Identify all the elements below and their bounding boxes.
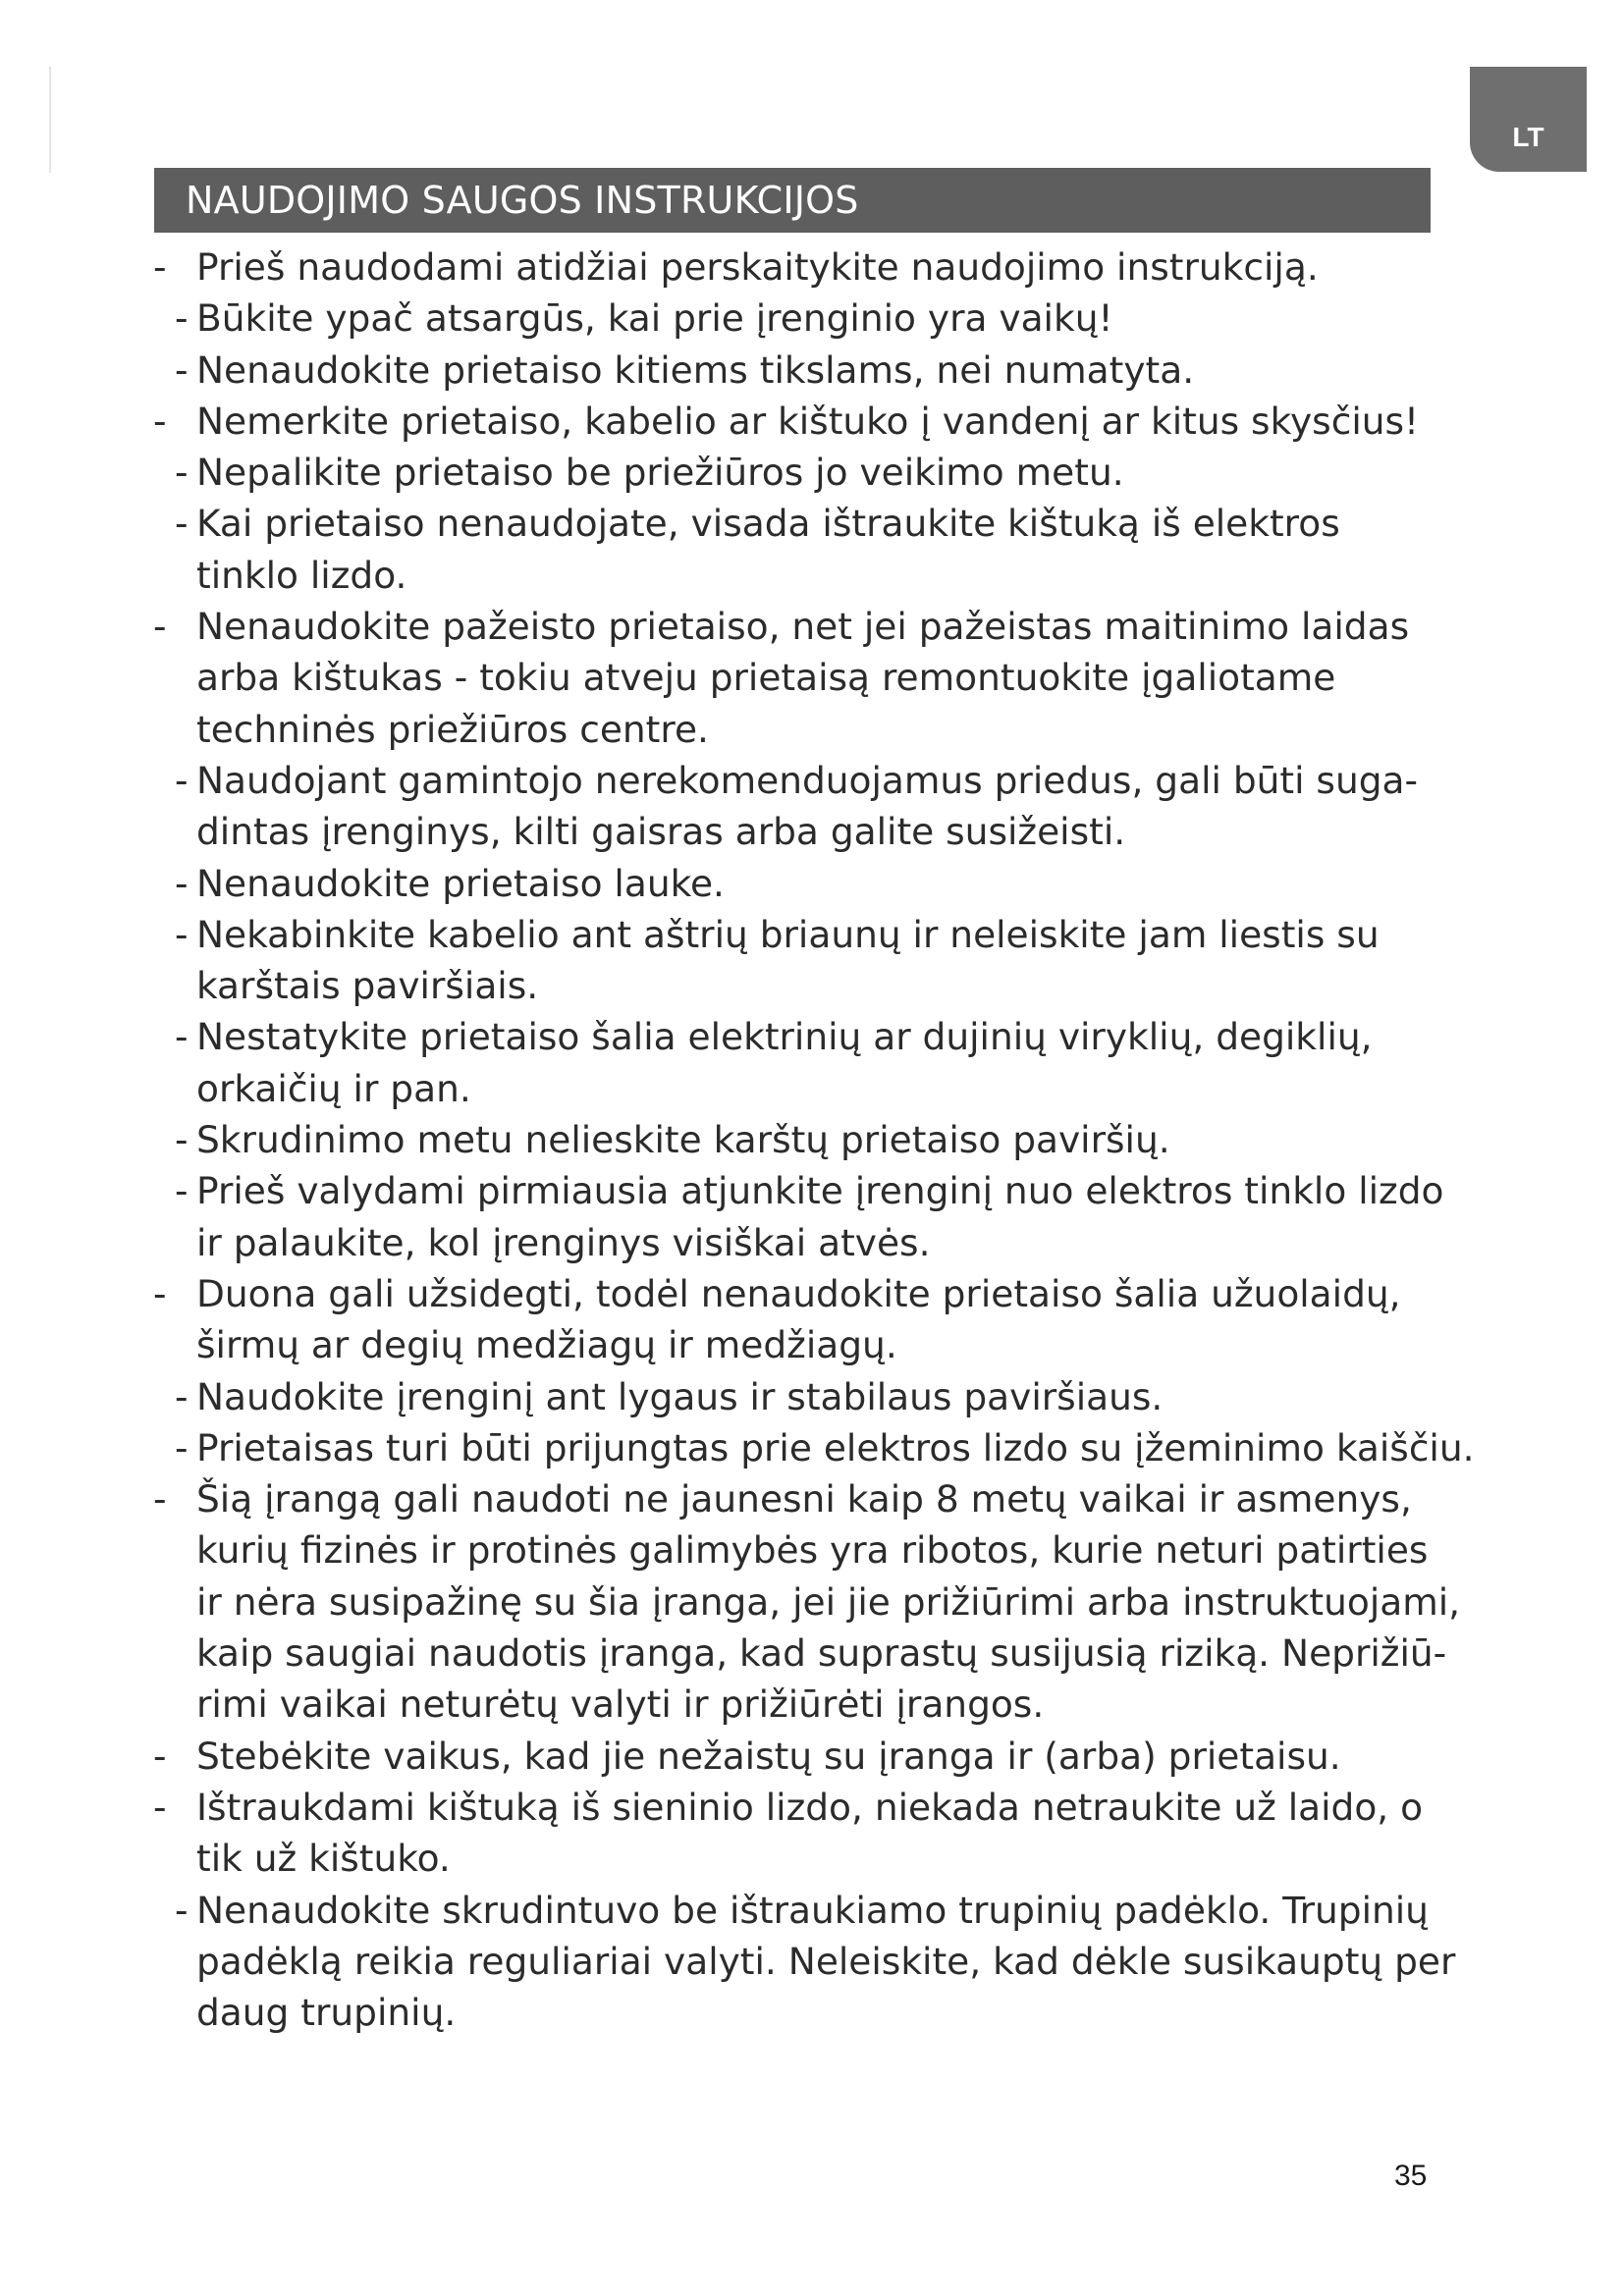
instruction-text-line: rimi vaikai neturėtų valyti ir prižiūrėti įrangos. [196, 1682, 1045, 1727]
instruction-text-line: Skrudinimo metu nelieskite karštų prietaiso paviršių. [196, 1118, 1170, 1162]
bullet-dash: - [175, 1015, 189, 1059]
bullet-dash: - [175, 1425, 189, 1469]
instruction-item [147, 1782, 1473, 1885]
page-number: 35 [1394, 2160, 1428, 2192]
instruction-text-line: Prieš valydami pirmiausia atjunkite įrenginį nuo elektros tinklo lizdo [196, 1169, 1444, 1213]
instruction-item [147, 858, 1473, 909]
instruction-text-line: Stebėkite vaikus, kad jie nežaistų su įranga ir (arba) prietaisu. [196, 1734, 1341, 1778]
instruction-text-line: Duona gali užsidegti, todėl nenaudokite prietaiso šalia užuolaidų, [196, 1271, 1401, 1315]
bullet-dash: - [153, 1477, 167, 1522]
instruction-text-line: arba kištukas - tokiu atveju prietaisą remontuokite įgaliotame [196, 656, 1336, 700]
instruction-text-line: karštais paviršiais. [196, 964, 539, 1008]
instruction-item [147, 1473, 1473, 1730]
bullet-dash: - [153, 605, 167, 649]
instruction-item [147, 1731, 1473, 1782]
bullet-dash: - [175, 758, 189, 802]
bullet-dash: - [175, 451, 189, 495]
instruction-text-line: Būkite ypač atsargūs, kai prie įrenginio yra vaikų! [196, 296, 1113, 341]
instruction-text-line: Prietaisas turi būti prijungtas prie elektros lizdo su įžeminimo kaiščiu. [196, 1425, 1475, 1469]
bullet-dash: - [175, 1169, 189, 1213]
instruction-text-line: padėklą reikia reguliariai valyti. Neleiskite, kad dėkle susikauptų per [196, 1939, 1456, 1983]
instruction-item [147, 1114, 1473, 1165]
instruction-item [147, 909, 1473, 1012]
margin-rule [49, 67, 51, 173]
bullet-dash: - [175, 296, 189, 341]
instruction-text-line: širmų ar degių medžiagų ir medžiagų. [196, 1323, 897, 1367]
instruction-text-line: techninės priežiūros centre. [196, 707, 709, 751]
bullet-dash: - [153, 399, 167, 443]
instruction-text-line: dintas įrenginys, kilti gaisras arba galite susižeisti. [196, 810, 1126, 854]
instruction-text-line: tik už kištuko. [196, 1837, 451, 1881]
bullet-dash: - [175, 912, 189, 956]
instruction-text-line: Prieš naudodami atidžiai perskaitykite naudojimo instrukciją. [196, 245, 1319, 289]
instruction-item [147, 447, 1473, 498]
bullet-dash: - [153, 1734, 167, 1778]
instruction-item [147, 396, 1473, 447]
instruction-item [147, 755, 1473, 858]
instruction-item [147, 1422, 1473, 1473]
instruction-item [147, 1371, 1473, 1422]
instruction-text-line: Nenaudokite skrudintuvo be ištraukiamo trupinių padėklo. Trupinių [196, 1888, 1429, 1932]
instruction-text-line: Kai prietaiso nenaudojate, visada ištraukite kištuką iš elektros [196, 502, 1340, 546]
instruction-text-line: Nestatykite prietaiso šalia elektrinių ar dujinių viryklių, degiklių, [196, 1015, 1373, 1059]
instruction-text-line: Ištraukdami kištuką iš sieninio lizdo, niekada netraukite už laido, o [196, 1785, 1424, 1829]
instruction-text-line: Nemerkite prietaiso, kabelio ar kištuko į vandenį ar kitus skysčius! [196, 399, 1420, 443]
instruction-item [147, 1885, 1473, 2039]
instruction-item [147, 1268, 1473, 1371]
instruction-text-line: ir palaukite, kol įrenginys visiškai atvės. [196, 1220, 931, 1264]
section-title-bar [154, 168, 1431, 233]
bullet-dash: - [175, 502, 189, 546]
instruction-item [147, 1165, 1473, 1268]
instruction-text-line: orkaičių ir pan. [196, 1066, 471, 1110]
bullet-dash: - [153, 245, 167, 289]
instruction-text-line: Šią įrangą gali naudoti ne jaunesni kaip 8 metų vaikai ir asmenys, [196, 1477, 1412, 1522]
instruction-item [147, 241, 1473, 293]
language-tab-label: LT [1512, 121, 1544, 152]
instruction-text-line: Nepalikite prietaiso be priežiūros jo veikimo metu. [196, 451, 1124, 495]
instruction-text-line: Naudokite įrenginį ant lygaus ir stabilaus paviršiaus. [196, 1374, 1164, 1418]
instruction-text-line: Nenaudokite prietaiso lauke. [196, 861, 725, 905]
instruction-text-line: kurių fizinės ir protinės galimybės yra ribotos, kurie neturi patirties [196, 1528, 1429, 1573]
instruction-text-line: Nenaudokite pažeisto prietaiso, net jei pažeistas maitinimo laidas [196, 605, 1410, 649]
bullet-dash: - [153, 1271, 167, 1315]
section-title: NAUDOJIMO SAUGOS INSTRUKCIJOS [186, 179, 859, 222]
bullet-dash: - [175, 1118, 189, 1162]
instruction-text-line: daug trupinių. [196, 1991, 457, 2035]
language-tab [1470, 67, 1587, 172]
instruction-item [147, 293, 1473, 344]
instruction-text-line: tinklo lizdo. [196, 553, 407, 597]
instruction-item [147, 1011, 1473, 1114]
instruction-item [147, 601, 1473, 755]
instruction-list [147, 241, 1473, 2038]
instruction-text-line: Nekabinkite kabelio ant aštrių briaunų ir neleiskite jam liestis su [196, 912, 1380, 956]
bullet-dash: - [175, 347, 189, 392]
instruction-text-line: Nenaudokite prietaiso kitiems tikslams, nei numatyta. [196, 347, 1195, 392]
instruction-text-line: Naudojant gamintojo nerekomenduojamus priedus, gali būti suga- [196, 758, 1419, 802]
bullet-dash: - [153, 1785, 167, 1829]
bullet-dash: - [175, 861, 189, 905]
instruction-item [147, 498, 1473, 601]
instruction-text-line: kaip saugiai naudotis įranga, kad suprastų susijusią riziką. Neprižiū- [196, 1631, 1447, 1676]
bullet-dash: - [175, 1374, 189, 1418]
bullet-dash: - [175, 1888, 189, 1932]
instruction-text-line: ir nėra susipažinę su šia įranga, jei jie prižiūrimi arba instruktuojami, [196, 1579, 1461, 1624]
instruction-item [147, 345, 1473, 396]
